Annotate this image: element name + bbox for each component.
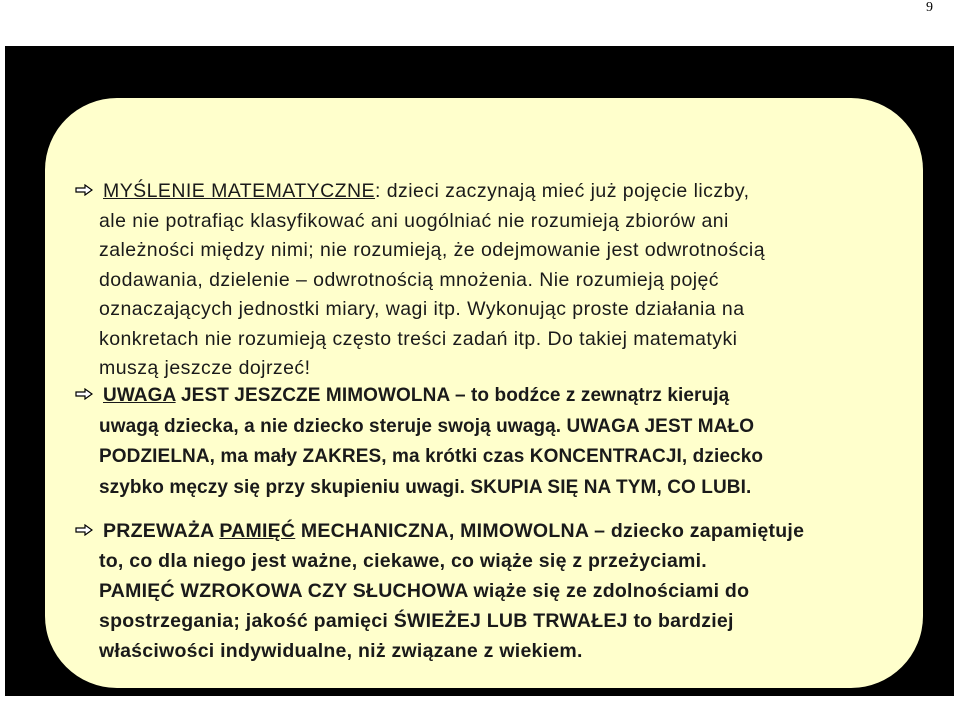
text-line: to, co dla niego jest ważne, ciekawe, co wiąże się z przeżyciami. (99, 550, 707, 572)
text-line: oznaczających jednostki miary, wagi itp. Wykonując proste działania na (99, 298, 745, 320)
heading-attention: UWAGA (103, 385, 176, 406)
text-line: MYŚLENIE MATEMATYCZNE: dzieci zaczynają mieć już pojęcie liczby, (65, 177, 915, 207)
text-line: uwagą dziecka, a nie dziecko steruje swoją uwagą. UWAGA JEST MAŁO (99, 415, 755, 437)
text-line: PAMIĘĆ WZROKOWA CZY SŁUCHOWA wiąże się ze zdolnościami do (99, 580, 750, 602)
text-line: konkretach nie rozumieją często treści zadań itp. Do takiej matematyki (99, 327, 738, 350)
text-line: PODZIELNA, ma mały ZAKRES, ma krótki czas KONCENTRACJI, dziecko (99, 446, 764, 467)
page-number: 9 (926, 0, 933, 15)
right-arrow-icon (75, 184, 93, 196)
paragraph-attention (65, 381, 915, 503)
text-line: spostrzegania; jakość pamięci ŚWIEŻEJ LUB TRWAŁEJ to bardziej (99, 610, 734, 632)
text-line: PRZEWAŻA PAMIĘĆ MECHANICZNA, MIMOWOLNA – dziecko zapamiętuje (65, 516, 915, 546)
text-line: muszą jeszcze dojrzeć! (99, 357, 311, 379)
slide-frame (5, 46, 954, 696)
heading-memory: PAMIĘĆ (219, 520, 296, 542)
text-line: UWAGA JEST JESZCZE MIMOWOLNA – to bodźce z zewnątrz kierują (65, 381, 915, 412)
text-line: zależności między nimi; nie rozumieją, że odejmowanie jest odwrotnością (99, 239, 765, 261)
text-line: ale nie potrafiąc klasyfikować ani uogólniać nie rozumieją zbiorów ani (99, 209, 729, 232)
content-panel (45, 98, 923, 688)
text-line: właściwości indywidualne, niż związane z wiekiem. (99, 640, 583, 662)
paragraph-math-thinking (65, 177, 915, 384)
right-arrow-icon (75, 388, 93, 400)
text-line: szybko męczy się przy skupieniu uwagi. SKUPIA SIĘ NA TYM, CO LUBI. (99, 476, 752, 498)
text-line: dodawania, dzielenie – odwrotnością mnożenia. Nie rozumieją pojęć (99, 268, 720, 291)
paragraph-memory (65, 516, 915, 666)
heading-math-thinking: MYŚLENIE MATEMATYCZNE (103, 180, 376, 202)
right-arrow-icon (75, 524, 93, 536)
